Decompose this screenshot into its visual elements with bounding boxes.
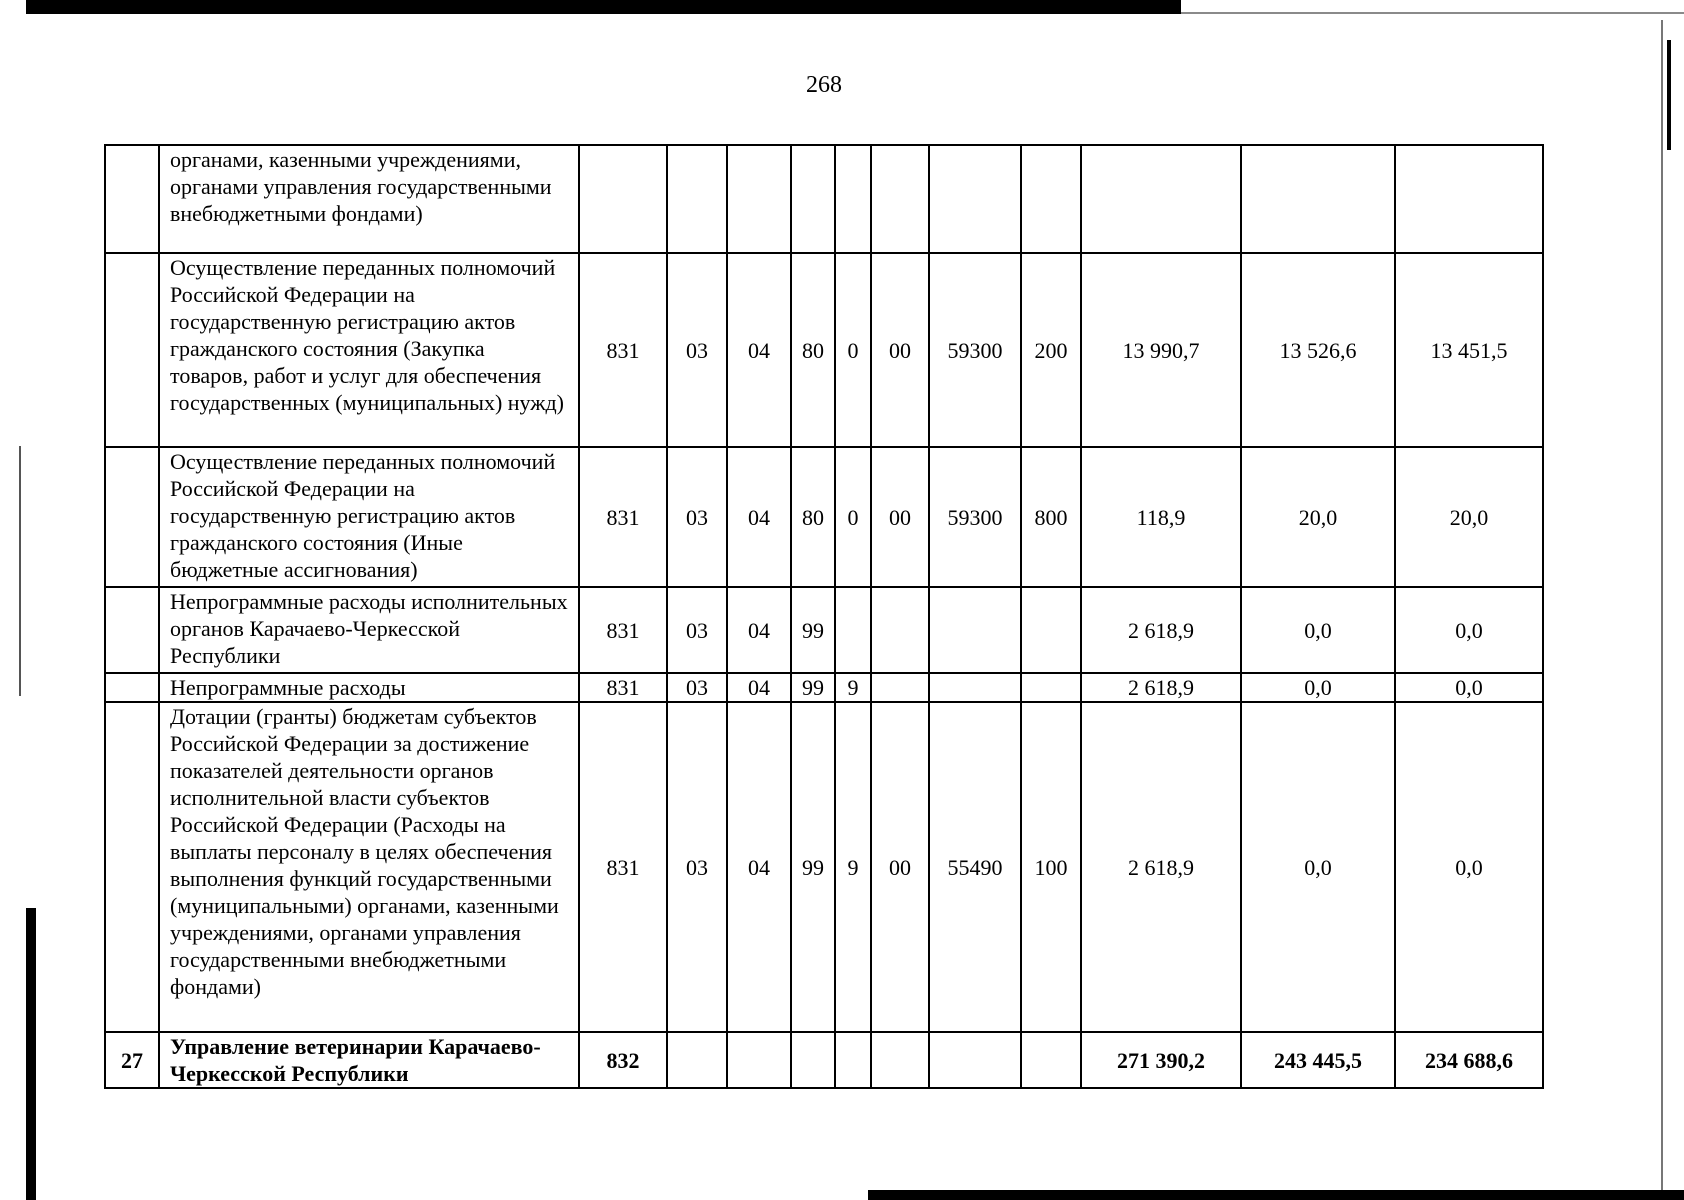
row-number	[105, 447, 159, 587]
sum-year-1: 2 618,9	[1081, 673, 1241, 702]
ved-code: 831	[579, 702, 667, 1032]
subsection-code	[727, 145, 791, 253]
subprogram-code	[835, 145, 871, 253]
row-name: Осуществление переданных полномочий Российской Федерации на государственную регистрацию актов гражданского состояния (Иные бюджетные ассигнования)	[159, 447, 579, 587]
program-code: 80	[791, 447, 835, 587]
subsection-code: 04	[727, 702, 791, 1032]
scan-edge-bottom	[868, 1190, 1684, 1200]
activity-code	[871, 1032, 929, 1088]
sum-year-2: 13 526,6	[1241, 253, 1395, 447]
section-code	[667, 145, 727, 253]
program-code: 99	[791, 587, 835, 673]
sum-year-1: 13 990,7	[1081, 253, 1241, 447]
scan-edge-right-line	[1661, 20, 1663, 1190]
subsection-code: 04	[727, 673, 791, 702]
sum-year-3: 0,0	[1395, 702, 1543, 1032]
program-code: 99	[791, 673, 835, 702]
section-code: 03	[667, 702, 727, 1032]
subsection-code	[727, 1032, 791, 1088]
sum-year-1: 118,9	[1081, 447, 1241, 587]
sum-year-3	[1395, 145, 1543, 253]
sum-year-2: 0,0	[1241, 587, 1395, 673]
activity-code: 00	[871, 447, 929, 587]
row-name: Непрограммные расходы	[159, 673, 579, 702]
sum-year-1	[1081, 145, 1241, 253]
ved-code: 831	[579, 447, 667, 587]
program-code	[791, 145, 835, 253]
row-name: Управление ветеринарии Карачаево-Черкесской Республики	[159, 1032, 579, 1088]
ved-code: 831	[579, 587, 667, 673]
activity-code	[871, 145, 929, 253]
section-code	[667, 1032, 727, 1088]
row-name: Дотации (гранты) бюджетам субъектов Российской Федерации за достижение показателей деятельности органов исполнительной власти субъектов Российской Федерации (Расходы на выплаты персоналу в целях обеспечения выполнения функций государственными (муниципальными) органами, казенными учреждениями, органами управления государственными внебюджетными фондами)	[159, 702, 579, 1032]
row-number	[105, 673, 159, 702]
activity-code	[871, 587, 929, 673]
sum-year-3: 0,0	[1395, 587, 1543, 673]
subsection-code: 04	[727, 253, 791, 447]
scan-edge-right-mark	[1667, 40, 1671, 150]
sum-year-1: 2 618,9	[1081, 702, 1241, 1032]
subprogram-code: 0	[835, 447, 871, 587]
program-code: 99	[791, 702, 835, 1032]
ved-code	[579, 145, 667, 253]
expense-type-code	[1021, 145, 1081, 253]
section-code: 03	[667, 587, 727, 673]
row-name: Непрограммные расходы исполнительных органов Карачаево-Черкесской Республики	[159, 587, 579, 673]
sum-year-3: 13 451,5	[1395, 253, 1543, 447]
program-code	[791, 1032, 835, 1088]
sum-year-3: 0,0	[1395, 673, 1543, 702]
table-row	[105, 145, 1543, 253]
subsection-code: 04	[727, 447, 791, 587]
row-number: 27	[105, 1032, 159, 1088]
expense-type-code: 800	[1021, 447, 1081, 587]
row-name: Осуществление переданных полномочий Российской Федерации на государственную регистрацию актов гражданского состояния (Закупка товаров, работ и услуг для обеспечения государственных (муниципальных) нужд)	[159, 253, 579, 447]
row-number	[105, 145, 159, 253]
page-number: 268	[806, 72, 842, 98]
table-row	[105, 673, 1543, 702]
direction-code: 55490	[929, 702, 1021, 1032]
direction-code	[929, 1032, 1021, 1088]
row-number	[105, 253, 159, 447]
expense-type-code	[1021, 1032, 1081, 1088]
expense-type-code	[1021, 587, 1081, 673]
direction-code	[929, 145, 1021, 253]
table-row	[105, 447, 1543, 587]
scan-edge-left	[26, 908, 36, 1200]
subprogram-code: 0	[835, 253, 871, 447]
table-row	[105, 702, 1543, 1032]
direction-code: 59300	[929, 447, 1021, 587]
ved-code: 831	[579, 673, 667, 702]
direction-code	[929, 673, 1021, 702]
sum-year-3: 20,0	[1395, 447, 1543, 587]
section-code: 03	[667, 673, 727, 702]
subprogram-code	[835, 1032, 871, 1088]
sum-year-2: 243 445,5	[1241, 1032, 1395, 1088]
direction-code	[929, 587, 1021, 673]
table-row	[105, 253, 1543, 447]
section-code: 03	[667, 253, 727, 447]
direction-code: 59300	[929, 253, 1021, 447]
row-number	[105, 702, 159, 1032]
scan-edge-top-line	[1181, 12, 1684, 14]
table-row	[105, 587, 1543, 673]
row-name: органами, казенными учреждениями, органами управления государственными внебюджетными фондами)	[159, 145, 579, 253]
budget-table	[104, 144, 1544, 1089]
activity-code: 00	[871, 702, 929, 1032]
activity-code: 00	[871, 253, 929, 447]
subprogram-code: 9	[835, 673, 871, 702]
sum-year-1: 2 618,9	[1081, 587, 1241, 673]
ved-code: 832	[579, 1032, 667, 1088]
subprogram-code	[835, 587, 871, 673]
sum-year-1: 271 390,2	[1081, 1032, 1241, 1088]
scan-edge-top	[26, 0, 1181, 14]
ved-code: 831	[579, 253, 667, 447]
sum-year-2: 20,0	[1241, 447, 1395, 587]
sum-year-2	[1241, 145, 1395, 253]
expense-type-code: 200	[1021, 253, 1081, 447]
activity-code	[871, 673, 929, 702]
row-number	[105, 587, 159, 673]
scan-edge-left-line	[19, 446, 21, 696]
subsection-code: 04	[727, 587, 791, 673]
sum-year-2: 0,0	[1241, 702, 1395, 1032]
subprogram-code: 9	[835, 702, 871, 1032]
expense-type-code	[1021, 673, 1081, 702]
section-code: 03	[667, 447, 727, 587]
sum-year-3: 234 688,6	[1395, 1032, 1543, 1088]
expense-type-code: 100	[1021, 702, 1081, 1032]
table-row	[105, 1032, 1543, 1088]
sum-year-2: 0,0	[1241, 673, 1395, 702]
program-code: 80	[791, 253, 835, 447]
